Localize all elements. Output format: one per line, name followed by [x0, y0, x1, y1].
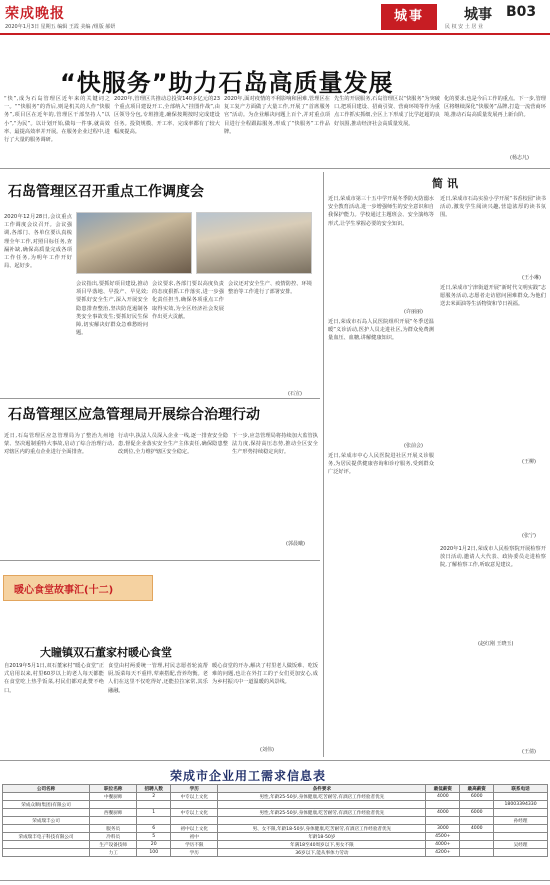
lead-headline: “快服务”助力石岛高质量发展	[60, 69, 394, 97]
governance-headline: 石岛管理区应急管理局开展综合治理行动	[8, 407, 260, 423]
table-cell	[460, 801, 494, 809]
table-cell	[3, 793, 90, 801]
table-cell: 中专以上文化	[171, 809, 218, 817]
table-cell: 荣成瑞丰公司	[3, 817, 90, 825]
table-row	[3, 809, 548, 817]
table-cell: 男性,年龄25-50岁,身体健康,吃苦耐劳,有酒店工作经验者优先	[218, 809, 426, 817]
table-cell: 初中	[171, 833, 218, 841]
meeting-column-1: 2020年12月28日,会议重点工作调度会议召开。会议强调,各部门、各单位要认真梳理全年工作,对照目标任务,查漏补缺,确保高质量完成各项工作任务,为明年工作开好局、起好步。	[4, 214, 72, 270]
table-row	[3, 833, 548, 841]
table-cell	[494, 825, 548, 833]
newspaper-logo: 荣成晚报	[5, 6, 65, 22]
table-cell: 4500+	[426, 833, 460, 841]
masthead	[0, 0, 550, 32]
column-divider	[323, 172, 324, 757]
table-cell	[494, 849, 548, 857]
column-header: 条件要求	[218, 785, 426, 793]
table-cell: 荣成众顺(集团)有限公司	[3, 801, 90, 809]
brief-byline: (张宁)	[522, 533, 536, 539]
table-cell	[3, 849, 90, 857]
lead-column-3: 2020年,面对疫情的不利影响和困难,管理区在复工复产方面做了大量工作,开展了“首席服务官”活动。为企业解决问题上百个,并对重点项目进行全程跟踪服务,形成了“快服务”工作品牌。	[224, 96, 330, 135]
table-cell	[171, 801, 218, 809]
meeting-byline: (石宣)	[288, 391, 302, 397]
briefs-column-1: 近日,荣成市第三十五中学开展冬季防火防溺水安全教育活动,进一步增强师生的安全意识和自我保护能力。学校通过主题班会、安全演练等形式,让学生掌握必要的安全知识。	[328, 196, 434, 227]
table-cell	[218, 801, 426, 809]
briefs-column-4: 近日,荣成市石岛实验小学开展“书香校园”读书活动,激发学生阅读兴趣,营造浓厚的读书氛围。	[440, 196, 546, 219]
table-cell: 冷料员	[90, 833, 137, 841]
meeting-photo	[76, 212, 192, 274]
table-row	[3, 841, 548, 849]
table-cell	[494, 833, 548, 841]
table-cell: 2	[137, 793, 171, 801]
column-header: 最低薪资	[426, 785, 460, 793]
table-cell: 生产设备技师	[90, 841, 137, 849]
lead-column-4: 先生的开展服务,石岛管理区以“快服务”为突破口,把项目建设、招商引资、营商环境等作为重点工作抓实抓细,全区上下形成了比学赶超的良好氛围,推动经济社会高质量发展。	[334, 96, 440, 127]
masthead-rule	[0, 33, 550, 35]
table-cell	[3, 809, 90, 817]
jobs-table-title: 荣成市企业用工需求信息表	[170, 769, 327, 783]
table-cell: 西餐厨师	[90, 809, 137, 817]
divider	[0, 560, 320, 561]
table-cell	[218, 817, 426, 825]
table-cell: 力工	[90, 849, 137, 857]
table-cell	[460, 833, 494, 841]
story-column-1: 自2019年5月1日,双石董家村“暖心食堂”正式启用以来,村里60岁以上的老人每天都能在食堂吃上热乎饭菜,村民们都对此赞不绝口。	[4, 663, 104, 694]
table-row	[3, 801, 548, 809]
page-section-name: 城事	[464, 7, 492, 23]
story-banner	[3, 575, 153, 601]
page-number: B03	[506, 4, 537, 20]
divider	[0, 168, 550, 169]
table-cell: 学历不限	[171, 841, 218, 849]
brief-byline: (王小琳)	[522, 275, 541, 281]
table-cell: 6	[137, 825, 171, 833]
brief-byline: (许丽丽)	[404, 309, 423, 315]
table-cell: 吴经理	[494, 841, 548, 849]
column-header: 公司名称	[3, 785, 90, 793]
lead-column-2: 2020年,管理区共推动总投资140多亿元的23个重点项目建设开工,全部纳入“挂图作战”,由区领导分包,专班推进,确保按期按时完成建设任务。投资规模、开工率、完成率都有了较大幅度提高。	[114, 96, 220, 135]
column-header: 职位名称	[90, 785, 137, 793]
story-column-3: 暖心食堂的开办,解决了村里老人做饭难、吃饭难的问题,也让在外打工的子女们更加安心,成为乡村振兴中一道温暖的风景线。	[212, 663, 318, 686]
governance-byline: (郭晨曦)	[286, 541, 305, 547]
footer-rule	[0, 880, 550, 881]
brief-byline: (张前会)	[404, 443, 423, 449]
governance-column-3: 下一步,应急管理局将持续加大监管执法力度,保持高压态势,推动全区安全生产形势持续稳定向好。	[232, 433, 318, 456]
story-banner-text: 暖心食堂故事汇(十二)	[14, 585, 114, 596]
table-cell: 3000	[426, 825, 460, 833]
story-headline: 大瞳镇双石董家村暖心食堂	[40, 646, 172, 659]
table-cell: 4000	[426, 793, 460, 801]
table-cell	[426, 801, 460, 809]
column-header: 招聘人数	[137, 785, 171, 793]
table-cell: 男性,年龄25-50岁,身体健康,吃苦耐劳,有酒店工作经验者优先	[218, 793, 426, 801]
meeting-column-4: 会议还对安全生产、疫情防控、环境整治等工作进行了部署安排。	[228, 281, 312, 296]
brief-byline: (王倩)	[522, 749, 536, 755]
section-subtitle: 民 权 安 土 居 业	[445, 24, 483, 30]
table-header-row	[3, 785, 548, 793]
meeting-column-2: 会议指出,要抓好项目建设,推动项目早落地、早投产、早见效;要抓好安全生产,深入开展安全隐患排查整治,坚决防范遏制各类安全事故发生;要抓好民生保障,切实解决好群众急难愁盼问题。	[76, 281, 148, 337]
divider	[0, 760, 550, 761]
jobs-table	[2, 784, 548, 857]
lead-column-5: 化的要求,也是今后工作的重点。下一步,管理区将继续深化“快服务”品牌,打造一流营商环境,推动石岛高质量发展再上新台阶。	[444, 96, 546, 119]
table-cell	[171, 817, 218, 825]
table-cell	[460, 817, 494, 825]
table-cell: 5	[137, 833, 171, 841]
table-cell	[3, 825, 90, 833]
brief-byline: (王柳)	[522, 459, 536, 465]
table-cell	[494, 793, 548, 801]
briefs-column-5: 近日,荣成市宁津街道开展“新时代文明实践”志愿服务活动,志愿者走访慰问困难群众,为他们送去米面油等生活物资和节日祝福。	[440, 285, 546, 308]
lead-byline: (杨志凡)	[510, 155, 529, 161]
briefs-column-2: 近日,荣成市石岛人民医院组织开展“冬季送温暖”义诊活动,医护人员走进社区,为群众免费测量血压、血糖,讲解健康知识。	[328, 319, 434, 342]
meeting-column-3: 会议要求,各部门要以高度负责的态度狠抓工作落实,进一步强化责任担当,确保各项重点工作取得实效,为全区经济社会发展作出更大贡献。	[152, 281, 224, 320]
table-cell	[3, 841, 90, 849]
table-cell: 荣成瑞丰电子科技有限公司	[3, 833, 90, 841]
divider	[0, 398, 320, 399]
governance-column-2: 行动中,执法人员深入企业一线,逐一排查安全隐患,督促企业落实安全生产主体责任,确保隐患整改到位,全力维护辖区安全稳定。	[118, 433, 228, 456]
column-header: 最高薪资	[460, 785, 494, 793]
table-cell	[137, 817, 171, 825]
table-cell: 中专以上文化	[171, 793, 218, 801]
briefs-column-3: 近日,荣成市中心人民医院进社区开展义诊服务,为居民提供健康咨询和诊疗服务,受到群众广泛好评。	[328, 453, 434, 476]
table-row	[3, 849, 548, 857]
lead-column-1: “快”,成为石岛管理区近年来的关键词之一。“”快服务”的背后,则是机关的人作“快服务”,项目区在近年的,管理区干部坚持人“以小”,“为民”。以计划开始,做每一件事,就高效率、最提高效率并开展。在服务企业过程中,进行了大量的服务调研。	[4, 96, 110, 144]
table-cell: 年满18至40周岁以下,男女不限	[218, 841, 426, 849]
table-cell: 年龄18-50岁	[218, 833, 426, 841]
table-cell: 4200+	[426, 849, 460, 857]
table-cell: 6000	[460, 793, 494, 801]
briefs-headline: 简讯	[432, 177, 462, 190]
briefs-column-6: 2020年1月2日,荣成市人民检察院开展检察开放日活动,邀请人大代表、政协委员走进检察院,了解检察工作,听取意见建议。	[440, 546, 546, 569]
table-cell: 中餐厨师	[90, 793, 137, 801]
meeting-headline: 石岛管理区召开重点工作调度会	[8, 184, 204, 200]
table-cell	[137, 801, 171, 809]
table-row	[3, 817, 548, 825]
table-cell	[426, 817, 460, 825]
column-header: 联系电话	[494, 785, 548, 793]
story-byline: (刘伟)	[260, 747, 274, 753]
section-tab: 城事	[381, 4, 437, 30]
table-cell: 6000	[460, 809, 494, 817]
table-cell	[460, 841, 494, 849]
table-cell	[494, 809, 548, 817]
table-cell: 18003394330	[494, 801, 548, 809]
table-cell: 4000+	[426, 841, 460, 849]
table-cell: 1	[137, 809, 171, 817]
table-cell: 100	[137, 849, 171, 857]
table-cell	[90, 801, 137, 809]
dateline: 2020年1月3日 星期五 编辑 王霞 美编 /组版 郝妍	[5, 24, 116, 30]
table-cell	[90, 817, 137, 825]
table-cell: 20	[137, 841, 171, 849]
table-cell: 服务员	[90, 825, 137, 833]
table-cell: 初中以上文化	[171, 825, 218, 833]
meeting-photo-2	[196, 212, 312, 274]
brief-byline: (赵红刚 王晓玉)	[478, 641, 514, 647]
table-cell: 36岁以下,能从事体力劳动	[218, 849, 426, 857]
table-cell: 4000	[460, 825, 494, 833]
table-cell: 男、女不限,年龄18-50岁,身体健康,吃苦耐劳,有酒店工作经验者优先	[218, 825, 426, 833]
table-row	[3, 793, 548, 801]
table-cell: 孙经理	[494, 817, 548, 825]
story-column-2: 食堂由村两委统一管理,村民志愿者轮流帮厨,饭菜每天不重样,荤素搭配,营养均衡。老人们在这里不仅吃得好,还能拉拉家常,其乐融融。	[108, 663, 208, 694]
table-cell	[460, 849, 494, 857]
table-cell: 学历	[171, 849, 218, 857]
governance-column-1: 近日,石岛管理区应急管理局为了整治九州地蒙、坚决遏制重特大事故,启动了综合治理行动,对辖区内的重点企业进行全面排查。	[4, 433, 114, 456]
column-header: 学历	[171, 785, 218, 793]
table-row	[3, 825, 548, 833]
table-cell: 4000	[426, 809, 460, 817]
